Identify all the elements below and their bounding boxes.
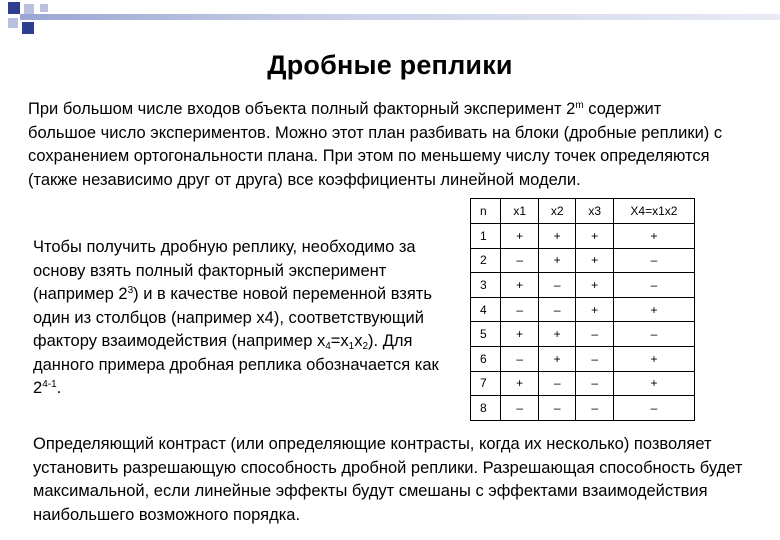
- conclusion-paragraph: Определяющий контраст (или определяющие контрасты, когда их несколько) позволяет установить разрешающую способность дробной реплики. Разрешающая способность будет максимальной, если линейные эффекты будут смешаны с эффектами взаимодействия наибольшего возможного порядка.: [33, 435, 743, 524]
- table-cell: +: [613, 346, 694, 371]
- table-cell: +: [576, 297, 614, 322]
- table-cell: +: [538, 248, 576, 273]
- table-row: [471, 322, 695, 347]
- table-cell: –: [538, 297, 576, 322]
- table-row: [471, 371, 695, 396]
- table-row: [471, 396, 695, 421]
- table-cell: 6: [471, 346, 501, 371]
- table-cell: 8: [471, 396, 501, 421]
- column-header: X4=x1x2: [613, 199, 694, 224]
- table-cell: +: [576, 248, 614, 273]
- deco-square: [8, 2, 20, 14]
- table-cell: 3: [471, 273, 501, 298]
- table-cell: –: [501, 396, 539, 421]
- table-cell: +: [576, 224, 614, 249]
- table-cell: +: [538, 224, 576, 249]
- design-matrix-table: [470, 198, 695, 421]
- table-cell: –: [501, 346, 539, 371]
- table-cell: +: [501, 224, 539, 249]
- table-cell: –: [576, 322, 614, 347]
- table-cell: +: [501, 273, 539, 298]
- table-row: [471, 224, 695, 249]
- table-cell: 7: [471, 371, 501, 396]
- table-cell: +: [613, 371, 694, 396]
- column-header: x2: [538, 199, 576, 224]
- table-cell: +: [501, 322, 539, 347]
- column-header: x3: [576, 199, 614, 224]
- table-cell: 1: [471, 224, 501, 249]
- table-cell: –: [501, 248, 539, 273]
- table-row: [471, 297, 695, 322]
- table-cell: –: [613, 248, 694, 273]
- table-cell: –: [613, 273, 694, 298]
- table-header-row: [471, 199, 695, 224]
- table-cell: +: [538, 346, 576, 371]
- table-cell: –: [576, 346, 614, 371]
- deco-square: [24, 4, 34, 14]
- instruction-paragraph: Чтобы получить дробную реплику, необходимо за основу взять полный факторный эксперимент (например $2^3$) и в качестве новой переменной взять один из столбцов (например x4), соответствующий фактору взаимодействия (например $x_4=x_1x_2$). Для данного примера дробная реплика обозначается как 2$^{4-1}$.: [33, 238, 439, 397]
- table-row: [471, 346, 695, 371]
- table-cell: –: [538, 371, 576, 396]
- table-cell: +: [613, 224, 694, 249]
- table-cell: –: [613, 396, 694, 421]
- column-header: x1: [501, 199, 539, 224]
- table-cell: –: [613, 322, 694, 347]
- column-header: n: [471, 199, 501, 224]
- table-cell: –: [501, 297, 539, 322]
- table-cell: +: [613, 297, 694, 322]
- table-row: [471, 248, 695, 273]
- deco-square: [40, 4, 48, 12]
- table-cell: –: [538, 273, 576, 298]
- top-rule: [20, 14, 780, 20]
- table-cell: –: [538, 396, 576, 421]
- table-cell: +: [576, 273, 614, 298]
- table-cell: 4: [471, 297, 501, 322]
- table-cell: +: [538, 322, 576, 347]
- intro-paragraph: При большом числе входов объекта полный факторный эксперимент 2$^m$ содержит большое число экспериментов. Можно этот план разбивать на блоки (дробные реплики) с сохранением ортогональности плана. При этом по меньшему числу точек определяются (также независимо друг от друга) все коэффициенты линейной модели.: [28, 100, 723, 189]
- table-cell: +: [501, 371, 539, 396]
- table-cell: 5: [471, 322, 501, 347]
- table-row: [471, 273, 695, 298]
- table-cell: –: [576, 396, 614, 421]
- table-cell: 2: [471, 248, 501, 273]
- slide-title: Дробные реплики: [267, 50, 513, 80]
- table-cell: –: [576, 371, 614, 396]
- deco-square: [22, 22, 34, 34]
- deco-square: [8, 18, 18, 28]
